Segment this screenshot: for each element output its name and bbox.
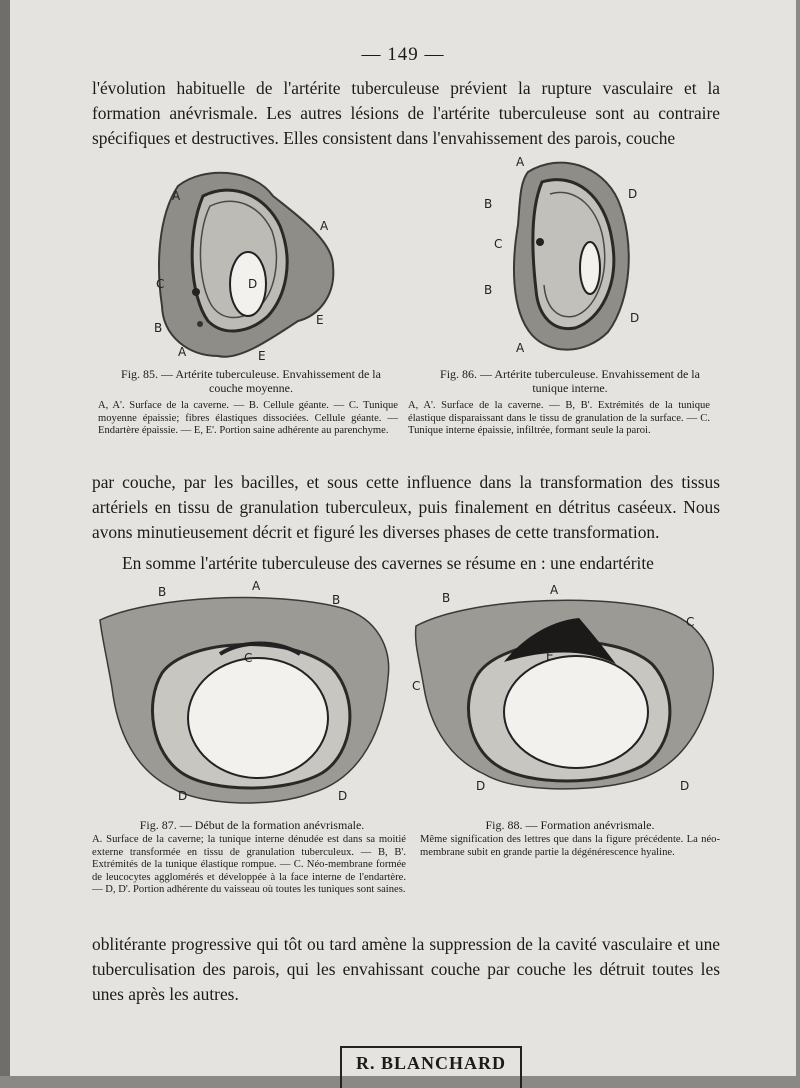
- fig88-label-e: E: [546, 649, 554, 663]
- figure-85-drawing: [148, 156, 358, 366]
- fig85-label-a3: A: [178, 345, 187, 359]
- fig85-label-e2: E: [258, 349, 266, 363]
- paragraph-1: l'évolution habituelle de l'artérite tuberculeuse prévient la rupture vasculaire et la formation anévrismale. Les autres lésions de l'artérite tuberculeuse sont au contraire spécifiques et destructives. Elles consistent dans l'envahissement des parois, couche: [92, 78, 720, 148]
- paragraph-3: En somme l'artérite tuberculeuse des cavernes se résume en : une endartérite: [122, 553, 654, 573]
- fig86-label-a2: A: [516, 341, 525, 355]
- figure-87-drawing: [92, 578, 404, 814]
- figure-88-caption: Fig. 88. — Formation anévrismale.: [485, 818, 655, 832]
- figure-86-drawing: [480, 150, 650, 362]
- fig85-label-a2: A: [320, 219, 329, 233]
- fig87-label-b2: B: [332, 593, 341, 607]
- figure-86-legend: A, A'. Surface de la caverne. — B, B'. Extrémités de la tunique élastique disparaissant dans le tissu de granulation de la surface. — C. Tunique interne épaissie, infiltrée, formant seule la paroi.: [408, 400, 710, 436]
- book-spine-shadow: [0, 0, 10, 1076]
- fig86-label-d: D: [628, 187, 638, 201]
- figure-85-caption: Fig. 85. — Artérite tuberculeuse. Envahissement de la couche moyenne.: [121, 367, 381, 395]
- library-stamp: R. BLANCHARD: [340, 1046, 522, 1088]
- figure-87-legend: A. Surface de la caverne; la tunique interne dénudée est dans sa moitié externe transformée en tissu de granulation tuberculeux. — B, B'. Extrémités de la tunique élastique rompue. — C. Néo-membrane formée de leucocytes agglomérés et développée à la face interne de l'endartère. — D, D'. Portion adhérente du vaisseau où toutes les tuniques sont saines.: [92, 834, 406, 895]
- figure-86-caption: Fig. 86. — Artérite tuberculeuse. Envahissement de la tunique interne.: [440, 367, 700, 395]
- fig88-label-a: A: [550, 583, 559, 597]
- fig85-label-c: C: [156, 277, 165, 291]
- fig87-label-b: B: [158, 585, 167, 599]
- figure-88-drawing: [404, 578, 722, 794]
- fig86-label-d2: D: [630, 311, 640, 325]
- fig87-label-d: D: [178, 789, 188, 803]
- fig86-label-a: A: [516, 155, 525, 169]
- fig87-label-d2: D: [338, 789, 348, 803]
- fig88-label-d: D: [476, 779, 486, 793]
- fig85-label-e: E: [316, 313, 324, 327]
- fig87-label-c: C: [244, 651, 253, 665]
- fig85-label-d: D: [248, 277, 258, 291]
- paragraph-4: oblitérante progressive qui tôt ou tard amène la suppression de la cavité vasculaire et une tuberculisation des parois, qui les envahissant couche par couche les détruit toutes les unes après les autres.: [92, 934, 720, 1004]
- document-page: [10, 0, 796, 1076]
- fig88-label-d2: D: [680, 779, 690, 793]
- fig85-label-a: A: [172, 189, 181, 203]
- figure-87-caption: Fig. 87. — Début de la formation anévrismale.: [139, 818, 365, 832]
- fig88-label-b: B: [442, 591, 451, 605]
- figure-85-legend: A, A'. Surface de la caverne. — B. Cellule géante. — C. Tunique moyenne épaissie; fibres élastiques dissociées. Cellule géante. — Endartère épaissie. — E, E'. Portion saine adhérente au parenchyme.: [98, 400, 398, 436]
- fig86-label-b: B: [484, 197, 493, 211]
- fig88-label-c2: C: [412, 679, 421, 693]
- fig86-label-b2: B: [484, 283, 493, 297]
- paragraph-2: par couche, par les bacilles, et sous cette influence dans la transformation des tissus artériels en tissu de granulation tuberculeux, puis finalement en détritus caséeux. Nous avons minutieusement décrit et figuré les diverses phases de cette transformation.: [92, 472, 720, 542]
- fig85-label-b: B: [154, 321, 163, 335]
- page-number: — 149 —: [361, 44, 445, 65]
- figure-88-legend: Même signification des lettres que dans la figure précédente. La néo-membrane subit en grande partie la dégénérescence hyaline.: [420, 834, 720, 858]
- fig87-label-a: A: [252, 579, 261, 593]
- fig86-label-c: C: [494, 237, 503, 251]
- fig88-label-c: C: [686, 615, 695, 629]
